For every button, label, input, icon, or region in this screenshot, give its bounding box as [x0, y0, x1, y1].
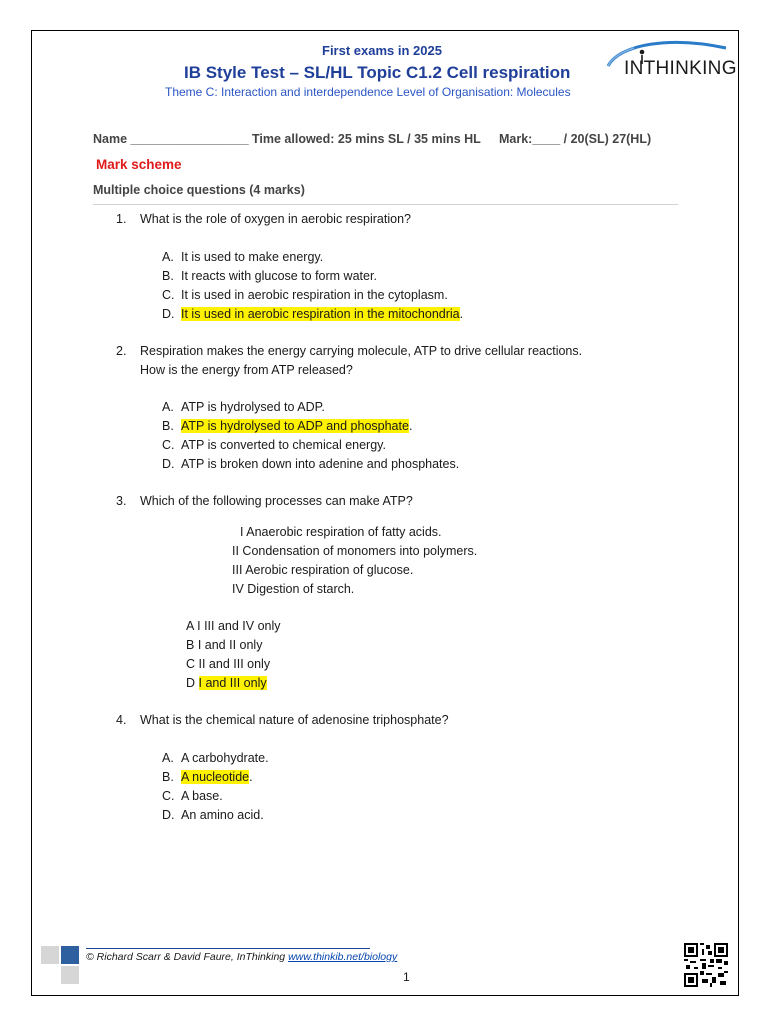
page-border	[31, 30, 739, 996]
question-3	[116, 494, 413, 508]
mark-scheme-label: Mark scheme	[96, 157, 182, 172]
q1-option-b: B. It reacts with glucose to form water.	[162, 269, 377, 283]
q2-option-c: C. ATP is converted to chemical energy.	[162, 438, 386, 452]
question-1	[116, 212, 411, 226]
question-text: Respiration makes the energy carrying molecule, ATP to drive cellular reactions.	[140, 344, 583, 358]
time-allowed: Time allowed: 25 mins SL / 35 mins HL	[252, 132, 481, 146]
section-title: Multiple choice questions (4 marks)	[93, 183, 305, 197]
q4-option-c: C. A base.	[162, 789, 223, 803]
question-2-line-2: How is the energy from ATP released?	[140, 363, 353, 377]
logo-text: INTHINKING	[624, 58, 737, 79]
question-4	[116, 713, 449, 727]
footer-link[interactable]: www.thinkib.net/biology	[288, 951, 398, 963]
q2-option-a: A. ATP is hydrolysed to ADP.	[162, 400, 325, 414]
name-field: Name _________________	[93, 132, 249, 146]
page-number: 1	[403, 970, 410, 984]
q3-option-b: B I and II only	[186, 638, 263, 652]
answer-highlight: ATP is hydrolysed to ADP and phosphate	[181, 419, 409, 433]
mark-field: Mark:____ / 20(SL) 27(HL)	[499, 132, 652, 146]
question-number: 2.	[116, 344, 127, 358]
statement-2: II Condensation of monomers into polymers.	[232, 544, 478, 558]
exam-year-subtitle: First exams in 2025	[322, 43, 442, 58]
statement-1: I Anaerobic respiration of fatty acids.	[240, 525, 442, 539]
page-title: IB Style Test – SL/HL Topic C1.2 Cell respiration	[184, 63, 571, 82]
question-number: 4.	[116, 713, 127, 727]
q1-option-c: C. It is used in aerobic respiration in the cytoplasm.	[162, 288, 448, 302]
statement-3: III Aerobic respiration of glucose.	[232, 563, 414, 577]
q2-option-b-answer: B. ATP is hydrolysed to ADP and phosphate.	[162, 419, 413, 433]
q1-option-a: A. It is used to make energy.	[162, 250, 324, 264]
question-text: Which of the following processes can make ATP?	[140, 494, 413, 508]
q2-option-d: D. ATP is broken down into adenine and phosphates.	[162, 457, 460, 471]
question-2	[116, 344, 582, 358]
q3-option-a: A I III and IV only	[186, 619, 281, 633]
qr-code-icon[interactable]	[684, 943, 728, 987]
question-number: 1.	[116, 212, 127, 226]
section-divider	[93, 204, 678, 205]
q3-option-d-answer: D I and III only	[186, 676, 267, 690]
inthinking-logo	[600, 38, 737, 84]
q4-option-d: D. An amino acid.	[162, 808, 264, 822]
q4-option-a: A. A carbohydrate.	[162, 751, 269, 765]
theme-line: Theme C: Interaction and interdependence Level of Organisation: Molecules	[165, 85, 571, 99]
question-text: What is the role of oxygen in aerobic respiration?	[140, 212, 411, 226]
q4-option-b-answer: B. A nucleotide.	[162, 770, 253, 784]
question-text: What is the chemical nature of adenosine triphosphate?	[140, 713, 449, 727]
answer-highlight: A nucleotide	[181, 770, 250, 784]
answer-highlight: It is used in aerobic respiration in the mitochondria	[181, 307, 460, 321]
footer-credit: © Richard Scarr & David Faure, InThinking www.thinkib.net/biology	[86, 951, 398, 963]
q1-option-d-answer: D. It is used in aerobic respiration in the mitochondria.	[162, 307, 464, 321]
q3-option-c: C II and III only	[186, 657, 271, 671]
answer-highlight: I and III only	[198, 676, 267, 690]
question-number: 3.	[116, 494, 127, 508]
statement-4: IV Digestion of starch.	[232, 582, 355, 596]
footer-rule	[86, 948, 370, 949]
